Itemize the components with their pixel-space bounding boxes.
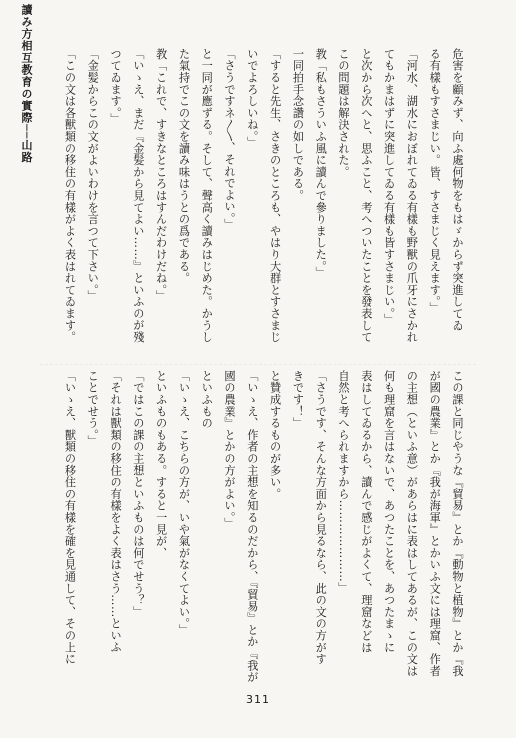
- text-line: た氣持でこの文を讀み味はうとの爲である。: [177, 48, 191, 284]
- text-line: 教「私もさういふ風に讀んで參りました。」: [314, 48, 328, 279]
- text-line: と次から次へと、思ふこと、考へついたことを發表して: [359, 48, 373, 343]
- text-line: 「それは獸類の移住の有樣をよく表はさう……といふ: [109, 370, 123, 654]
- text-line: 一同拍手念讚の如しである。: [291, 48, 305, 202]
- text-line: 危害を顧みず、向ふ處何物をもはゞからず突進してゐ: [451, 48, 464, 332]
- text-line: と一同が應ずる。そして、聲高く讀みはじめた。かうし: [200, 48, 214, 343]
- running-head: 讀み方相互教育の實際──山路: [20, 4, 33, 164]
- text-line: 何も理窟を言はないで、あつたことを、あつたまゝに: [382, 370, 396, 654]
- text-line: 「いゝえ、まだ『金髪から見てよい……』といふのが殘: [131, 48, 145, 343]
- text-line: 自然と考へられますから…………………」: [337, 370, 351, 595]
- text-line: この課と同じやうな『貿易』とか『動物と植物』とか『我: [451, 370, 464, 677]
- text-line: と贊成するものが多い。: [268, 370, 282, 500]
- text-line: ことでせう。」: [86, 370, 100, 447]
- text-line: が國の農業』とか『我が海軍』とかいふ文には理窟、作者: [428, 370, 442, 677]
- text-line: 「いゝえ、こちらの方が、いや氣がなくてよい。」: [177, 370, 191, 636]
- text-line: 表はしてゐるから、讀んで感じがよくて、理窟などは: [359, 370, 373, 654]
- text-line: 「河水、湖水におぼれてゐる有樣も野獸の爪牙にさかれ: [405, 48, 419, 343]
- lower-text-block: [28, 370, 468, 688]
- text-line: の主想（といふ意）があらはに表はしてあるが、この文は: [405, 370, 419, 677]
- text-line: 「この文は各獸類の移住の有樣がよく表はれてゐます。: [63, 48, 77, 343]
- text-line: きです！」: [291, 370, 305, 429]
- upper-text-block: [28, 48, 468, 358]
- text-line: 教「これで、すきなところはすんだわけだね。」: [154, 48, 168, 302]
- text-line: この問題は解決された。: [337, 48, 351, 178]
- text-line: 「金髪からこの文がよいわけを言つて下さい。」: [86, 48, 100, 302]
- block-divider: [40, 364, 476, 365]
- text-line: る有樣もすさまじい。皆、すさまじく見えます。」: [428, 48, 442, 314]
- text-line: 國の農業』とかの方がよい。」: [223, 370, 237, 530]
- text-line: 「さうですネ〳〵、それでよい。」: [223, 48, 237, 231]
- text-line: といふもの: [200, 370, 214, 429]
- page-number: 311: [246, 693, 270, 706]
- text-line: 「いゝえ、獸類の移住の有樣を確を見通して、その上に: [63, 370, 77, 665]
- text-line: 「いゝえ、作者の主想を知るのだから、『貿易』とか『我が: [245, 370, 259, 683]
- text-line: つてゐます。」: [109, 48, 123, 125]
- text-line: いでよろしいね。」: [245, 48, 259, 149]
- text-line: 「すると先生、さきのところも、やはり大群とすさまじ: [268, 48, 282, 343]
- text-line: 「さうです、そんな方面から見るなら、此の文の方がす: [314, 370, 328, 665]
- text-line: 「ではこの課の主想といふものは何でせう？」: [131, 370, 145, 618]
- text-line: といふものもある。すると一見が、: [154, 370, 168, 559]
- text-line: てもかまはずに突進してゐる有樣も皆すさまじい。」: [382, 48, 396, 326]
